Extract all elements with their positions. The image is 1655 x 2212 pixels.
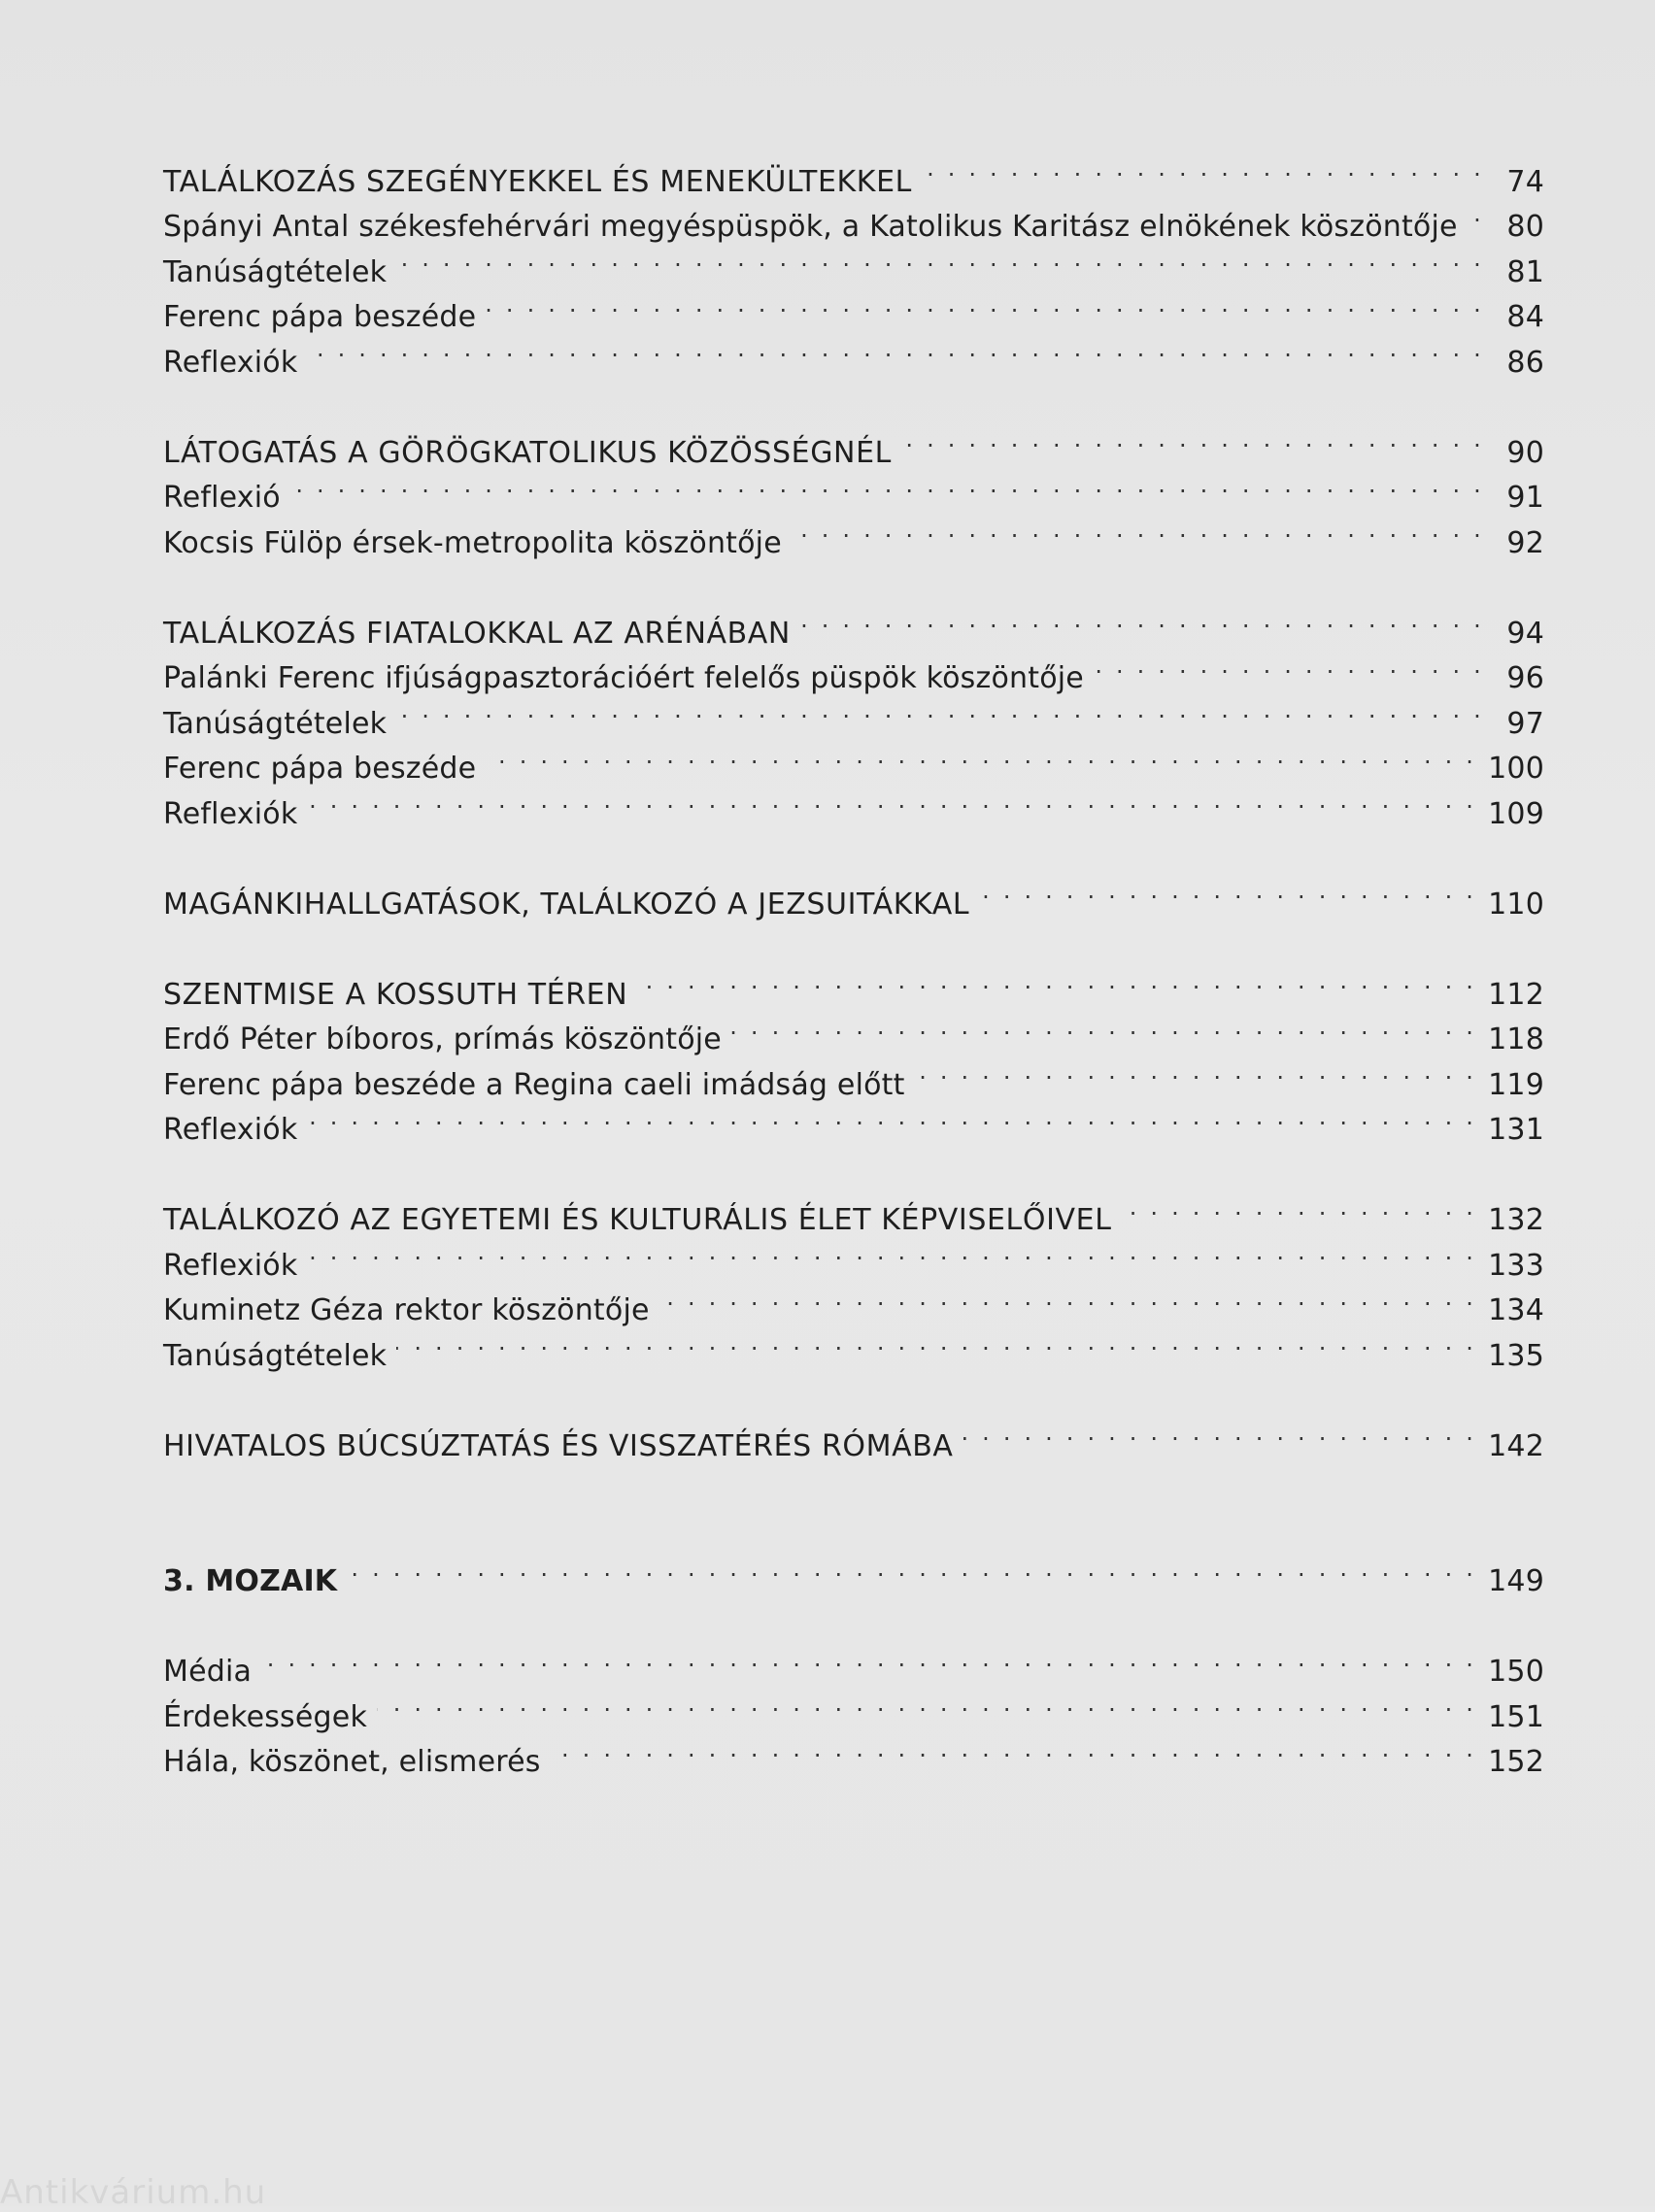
toc-entry [163,507,1544,560]
toc-entry-title: Reflexiók [163,1113,298,1147]
toc-entry-page: 96 [1506,661,1544,695]
toc-entry [163,597,1544,651]
toc-entry-page: 112 [1488,977,1544,1012]
table-of-contents [163,146,1544,1779]
toc-entry-page: 84 [1506,300,1544,334]
toc-entry [163,146,1544,199]
dot-leader [901,417,1484,462]
toc-entry-page: 133 [1488,1248,1544,1283]
toc-entry-page: 109 [1488,796,1544,831]
toc-entry-title: Kuminetz Géza rektor köszöntője [163,1293,650,1327]
toc-entry-page: 94 [1506,616,1544,651]
toc-entry-title: Reflexió [163,481,281,515]
toc-entry-page: 152 [1488,1745,1544,1779]
dot-leader [396,687,1484,733]
toc-entry [163,778,1544,831]
spacer [163,1591,1544,1636]
spacer [163,1139,1544,1185]
dot-leader [979,868,1476,914]
toc-chapter-title: 3. MOZAIK [163,1564,338,1598]
toc-entry [163,462,1544,515]
dot-leader [800,597,1484,643]
toc-entry-title: Ferenc pápa beszéde [163,752,477,786]
dot-leader [792,507,1484,553]
toc-chapter-entry [163,1546,1544,1598]
dot-leader [307,326,1484,372]
toc-entry [163,1636,1544,1689]
dot-leader [551,1726,1476,1772]
toc-entry-title: Média [163,1655,253,1689]
toc-entry-title: Erdő Péter bíboros, prímás köszöntője [163,1022,722,1056]
toc-entry-title: Tanúságtételek [163,254,388,289]
dot-leader [307,1094,1476,1140]
toc-entry-title: TALÁLKOZÁS FIATALOKKAL AZ ARÉNÁBAN [163,616,791,651]
dot-leader [486,733,1476,779]
toc-entry-title: Reflexiók [163,345,298,380]
toc-entry-title: MAGÁNKIHALLGATÁSOK, TALÁLKOZÓ A JEZSUITÁKKAL [163,887,970,922]
toc-entry-page: 100 [1488,752,1544,786]
toc-entry-title: LÁTOGATÁS A GÖRÖGKATOLIKUS KÖZÖSSÉGNÉL [163,435,892,470]
toc-entry-page: 74 [1506,164,1544,199]
toc-entry-page: 149 [1488,1564,1544,1598]
dot-leader [637,958,1476,1004]
toc-entry-title: TALÁLKOZÁS SZEGÉNYEKKEL ÉS MENEKÜLTEKKEL [163,164,912,199]
toc-entry [163,1229,1544,1283]
toc-entry-page: 90 [1506,435,1544,470]
toc-entry-title: Reflexiók [163,1248,298,1283]
toc-entry-title: Érdekességek [163,1699,368,1734]
toc-entry-title: SZENTMISE A KOSSUTH TÉREN [163,977,628,1012]
dot-leader [1094,643,1484,688]
toc-entry-title: Spányi Antal székesfehérvári megyéspüspök, a Katolikus Karitász elnökének köszöntője [163,210,1458,244]
toc-entry-page: 150 [1488,1655,1544,1689]
toc-entry-page: 118 [1488,1022,1544,1056]
toc-entry-page: 91 [1506,481,1544,515]
dot-leader [396,236,1484,282]
toc-entry-page: 86 [1506,345,1544,380]
dot-leader [1468,191,1484,237]
toc-entry [163,1275,1544,1327]
dot-leader [377,1681,1476,1726]
toc-entry [163,868,1544,922]
dot-leader [659,1275,1476,1321]
toc-entry-page: 119 [1488,1067,1544,1102]
dot-leader [486,282,1484,327]
toc-entry-page: 142 [1488,1428,1544,1463]
watermark: Antikvárium.hu [0,2173,267,2212]
toc-entry-page: 135 [1488,1338,1544,1373]
toc-entry [163,417,1544,470]
spacer [163,372,1544,418]
toc-entry-page: 131 [1488,1113,1544,1147]
toc-entry-title: Tanúságtételek [163,706,388,741]
toc-entry-title: Kocsis Fülöp érsek-metropolita köszöntője [163,525,782,560]
toc-entry-title: Reflexiók [163,796,298,831]
dot-leader [915,1049,1477,1094]
toc-entry-title: TALÁLKOZÓ AZ EGYETEMI ÉS KULTURÁLIS ÉLET KÉPVISELŐIVEL [163,1203,1112,1237]
toc-entry [163,1094,1544,1147]
toc-entry [163,1185,1544,1237]
dot-leader [307,778,1476,823]
toc-entry-page: 134 [1488,1293,1544,1327]
toc-entry-title: Palánki Ferenc ifjúságpasztorációért felelős püspök köszöntője [163,661,1084,695]
dot-leader [1122,1185,1477,1230]
dot-leader [307,1229,1476,1275]
toc-entry-page: 80 [1506,210,1544,244]
toc-entry [163,958,1544,1012]
dot-leader [261,1636,1476,1682]
toc-entry-page: 110 [1488,887,1544,922]
dot-leader [963,1410,1477,1456]
dot-leader [731,1004,1476,1050]
toc-entry-page: 132 [1488,1203,1544,1237]
toc-entry [163,1410,1544,1463]
dot-leader [396,1320,1476,1365]
toc-entry-page: 151 [1488,1699,1544,1734]
dot-leader [347,1546,1476,1592]
toc-entry [163,1681,1544,1734]
toc-entry-title: Ferenc pápa beszéde [163,300,477,334]
toc-entry-title: Ferenc pápa beszéde a Regina caeli imádság előtt [163,1067,905,1102]
toc-entry-title: Hála, köszönet, elismerés [163,1745,541,1779]
toc-entry [163,326,1544,380]
toc-entry-page: 92 [1506,525,1544,560]
toc-entry-title: HIVATALOS BÚCSÚZTATÁS ÉS VISSZATÉRÉS RÓMÁBA [163,1428,954,1463]
toc-entry-page: 97 [1506,706,1544,741]
spacer [163,823,1544,869]
toc-entry-title: Tanúságtételek [163,1338,388,1373]
dot-leader [290,462,1484,508]
toc-entry-page: 81 [1506,254,1544,289]
dot-leader [922,146,1484,191]
